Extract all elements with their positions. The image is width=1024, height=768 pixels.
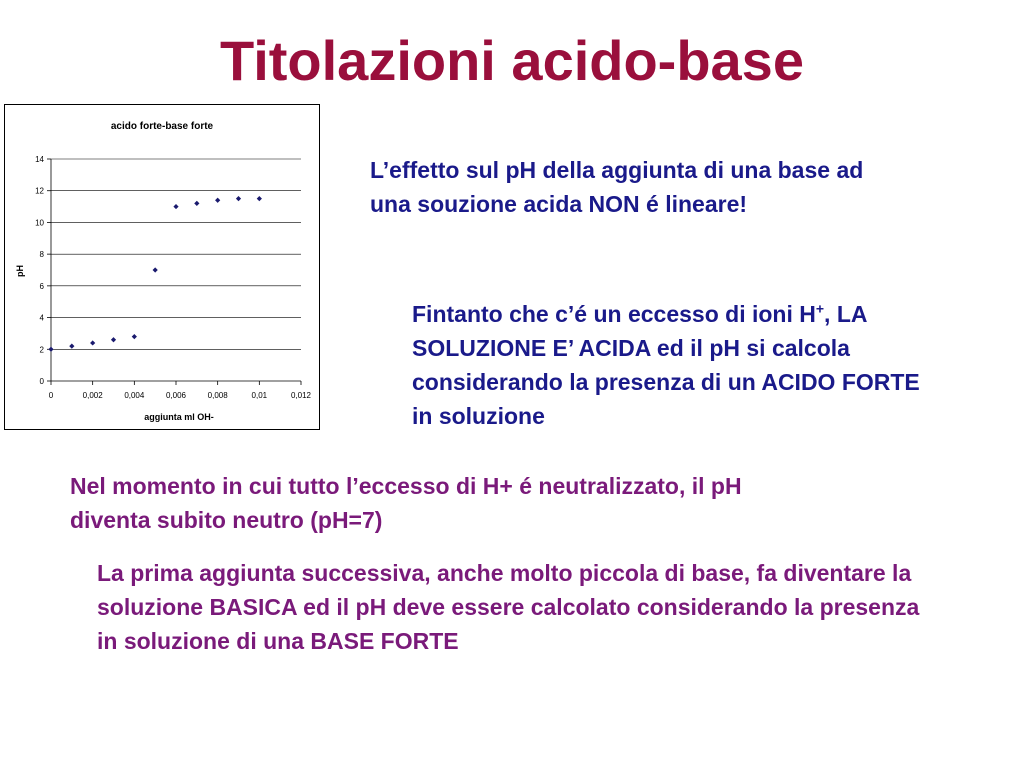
tick-labels [35,155,311,400]
y-tick-label: 2 [39,345,44,355]
x-tick-label: 0,012 [290,391,312,400]
data-point [215,198,220,203]
axes [47,159,301,385]
data-point [48,347,53,352]
y-tick-label: 12 [35,186,44,196]
x-tick-label: 0,004 [124,391,145,400]
ph-titration-chart [5,105,321,431]
text-part: Fintanto che c’é un eccesso di ioni H [412,301,816,327]
x-tick-label: 0 [48,391,54,400]
x-tick-label: 0,008 [207,391,228,400]
data-point [257,196,262,201]
y-axis-label: pH [15,265,25,277]
chart-title: acido forte-base forte [110,121,214,132]
y-tick-label: 10 [35,218,44,228]
chart-panel [4,104,320,430]
slide-title: Titolazioni acido-base [220,29,804,92]
text-part: , LA SOLUZIONE E’ ACIDA ed il pH si calcola considerando la presenza di un ACIDO FORTE in soluzione [412,301,920,429]
x-tick-label: 0,006 [165,391,187,400]
y-tick-label: 8 [39,250,44,260]
text-block-acid-excess [412,297,932,433]
data-point [132,334,137,339]
data-point [173,204,178,209]
text-block-neutralization: Nel momento in cui tutto l’eccesso di H+ é neutralizzato, il pH diventa subito neutro (pH=7) [70,473,742,533]
y-tick-label: 0 [39,377,44,386]
x-tick-label: 0,002 [82,391,103,400]
data-point [194,201,199,206]
text-block-nonlinear: L’effetto sul pH della aggiunta di una base ad una souzione acida NON é lineare! [370,157,864,217]
gridlines [51,159,301,349]
x-tick-label: 0,01 [251,391,268,400]
y-tick-label: 6 [39,281,44,291]
data-point [153,267,158,272]
data-points [48,196,262,352]
data-point [69,344,74,349]
text-block-basic: La prima aggiunta successiva, anche molto piccola di base, fa diventare la soluzione BASICA ed il pH deve essere calcolato considerando la presenza in soluzione di una BASE FORTE [97,560,920,654]
superscript-plus: + [815,300,825,317]
x-axis-label: aggiunta ml OH- [144,412,214,422]
data-point [90,340,95,345]
data-point [236,196,241,201]
data-point [111,337,116,342]
y-tick-label: 14 [35,155,44,164]
y-tick-label: 4 [39,313,44,323]
